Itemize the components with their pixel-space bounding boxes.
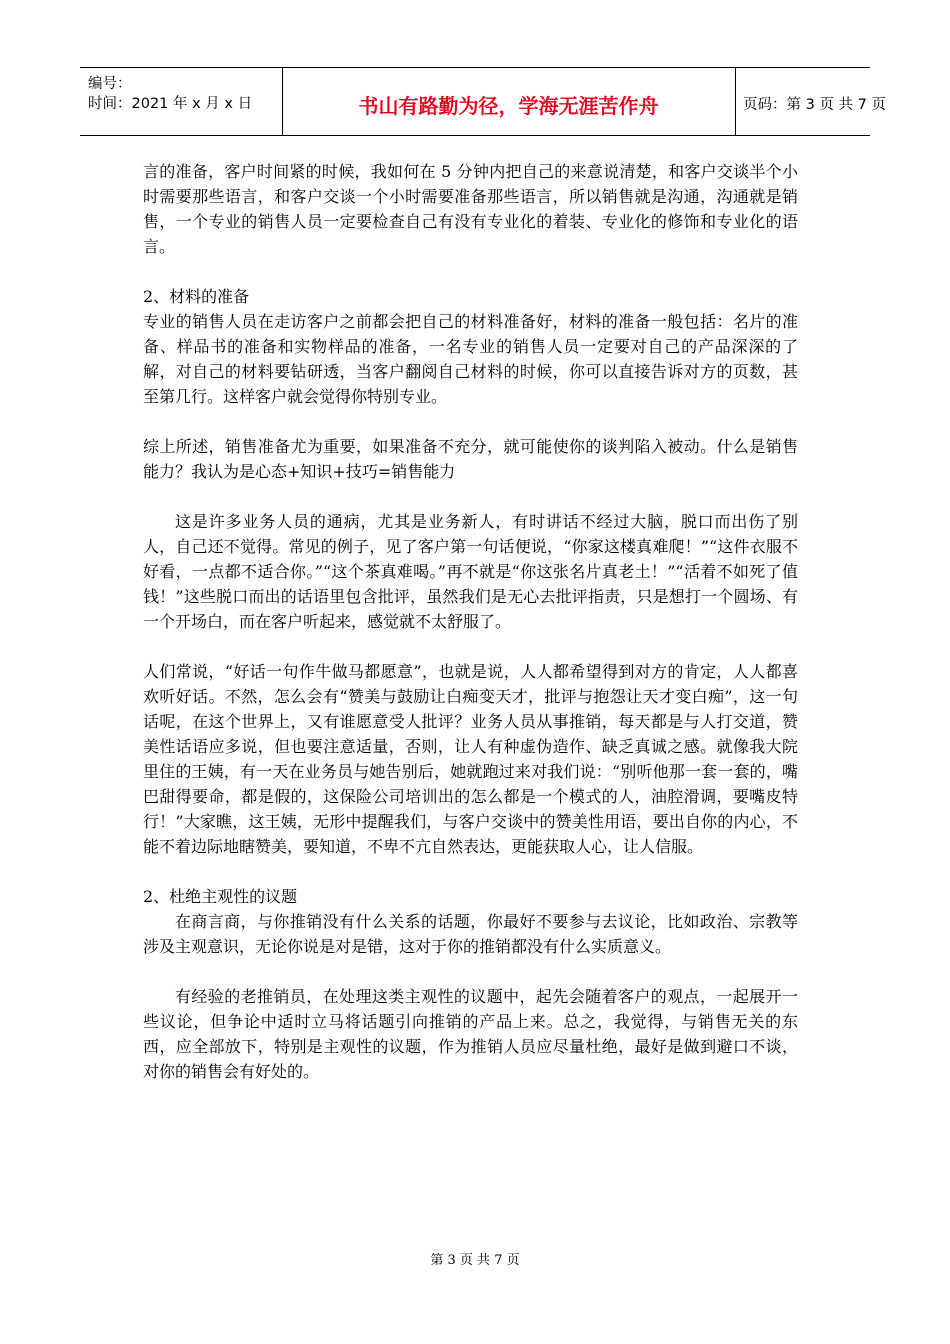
header-info-cell — [80, 68, 283, 135]
paragraph-experienced-sellers: 有经验的老推销员，在处理这类主观性的议题中，起先会随着客户的观点，一起展开一些议论，但争论中适时立马将话题引向推销的产品上来。总之，我觉得，与销售无关的东西，应全部放下，特别是主观性的议题，作为推销人员应尽量杜绝，最好是做到避口不谈，对你的销售会有好处的。 — [143, 987, 798, 1081]
paragraph-language-prep: 言的准备，客户时间紧的时候，我如何在 5 分钟内把自己的来意说清楚，和客户交谈半个小时需要那些语言，和客户交谈一个小时需要准备那些语言，所以销售就是沟通，沟通就是销售，一个专业的销售人员一定要检查自己有没有专业化的着装、专业化的修饰和专业化的语言。 — [143, 162, 798, 256]
header-motto-cell — [282, 68, 736, 135]
document-number-label: 编号： — [88, 76, 132, 92]
page-header — [80, 67, 886, 136]
page-footer: 第 3 页 共 7 页 — [430, 1253, 520, 1268]
paragraph-materials: 专业的销售人员在走访客户之前都会把自己的材料准备好，材料的准备一般包括：名片的准备、样品书的准备和实物样品的准备，一名专业的销售人员一定要对自己的产品深深的了解，对自己的材料要钻研透，当客户翻阅自己材料的时候，你可以直接告诉对方的页数，甚至第几行。这样客户就会觉得你特别专业。 — [143, 312, 798, 406]
section-heading-subjective: 2、杜绝主观性的议题 — [143, 887, 298, 906]
paragraph-summary: 综上所述，销售准备尤为重要，如果准备不充分，就可能使你的谈判陷入被动。什么是销售能力？我认为是心态+知识+技巧=销售能力 — [143, 437, 798, 481]
header-motto: 书山有路勤为径，学海无涯苦作舟 — [358, 94, 659, 118]
header-page-cell — [735, 68, 886, 135]
document-body — [143, 159, 798, 1084]
paragraph-business-talk: 在商言商，与你推销没有什么关系的话题，你最好不要参与去议论，比如政治、宗教等涉及主观意识，无论你说是对是错，这对于你的推销都没有什么实质意义。 — [143, 912, 798, 956]
header-page-number: 页码：第 3 页 共 7 页 — [743, 97, 886, 113]
section-heading-materials: 2、材料的准备 — [143, 287, 250, 306]
paragraph-praise: 人们常说，“好话一句作牛做马都愿意”，也就是说，人人都希望得到对方的肯定，人人都喜欢听好话。不然，怎么会有“赞美与鼓励让白痴变天才，批评与抱怨让天才变白痴”，这一句话呢，在这个世界上，又有谁愿意受人批评？业务人员从事推销，每天都是与人打交道，赞美性话语应多说，但也要注意适量，否则，让人有种虚伪造作、缺乏真诚之感。就像我大院里住的王姨，有一天在业务员与她告别后，她就跑过来对我们说：“别听他那一套一套的，嘴巴甜得要命，都是假的，这保险公司培训出的怎么都是一个模式的人，油腔滑调，要嘴皮特行！”大家瞧，这王姨，无形中提醒我们，与客户交谈中的赞美性用语，要出自你的内心，不能不着边际地瞎赞美，要知道，不卑不亢自然表达，更能获取人心，让人信服。 — [143, 662, 798, 856]
paragraph-criticism: 这是许多业务人员的通病，尤其是业务新人，有时讲话不经过大脑，脱口而出伤了别人，自己还不觉得。常见的例子，见了客户第一句话便说，“你家这楼真难爬！”“这件衣服不好看，一点都不适合你。”“这个茶真难喝。”再不就是“你这张名片真老土！”“活着不如死了值钱！”这些脱口而出的话语里包含批评，虽然我们是无心去批评指责，只是想打一个圆场、有一个开场白，而在客户听起来，感觉就不太舒服了。 — [143, 512, 798, 631]
document-date-label: 时间：2021 年 x 月 x 日 — [88, 96, 253, 112]
